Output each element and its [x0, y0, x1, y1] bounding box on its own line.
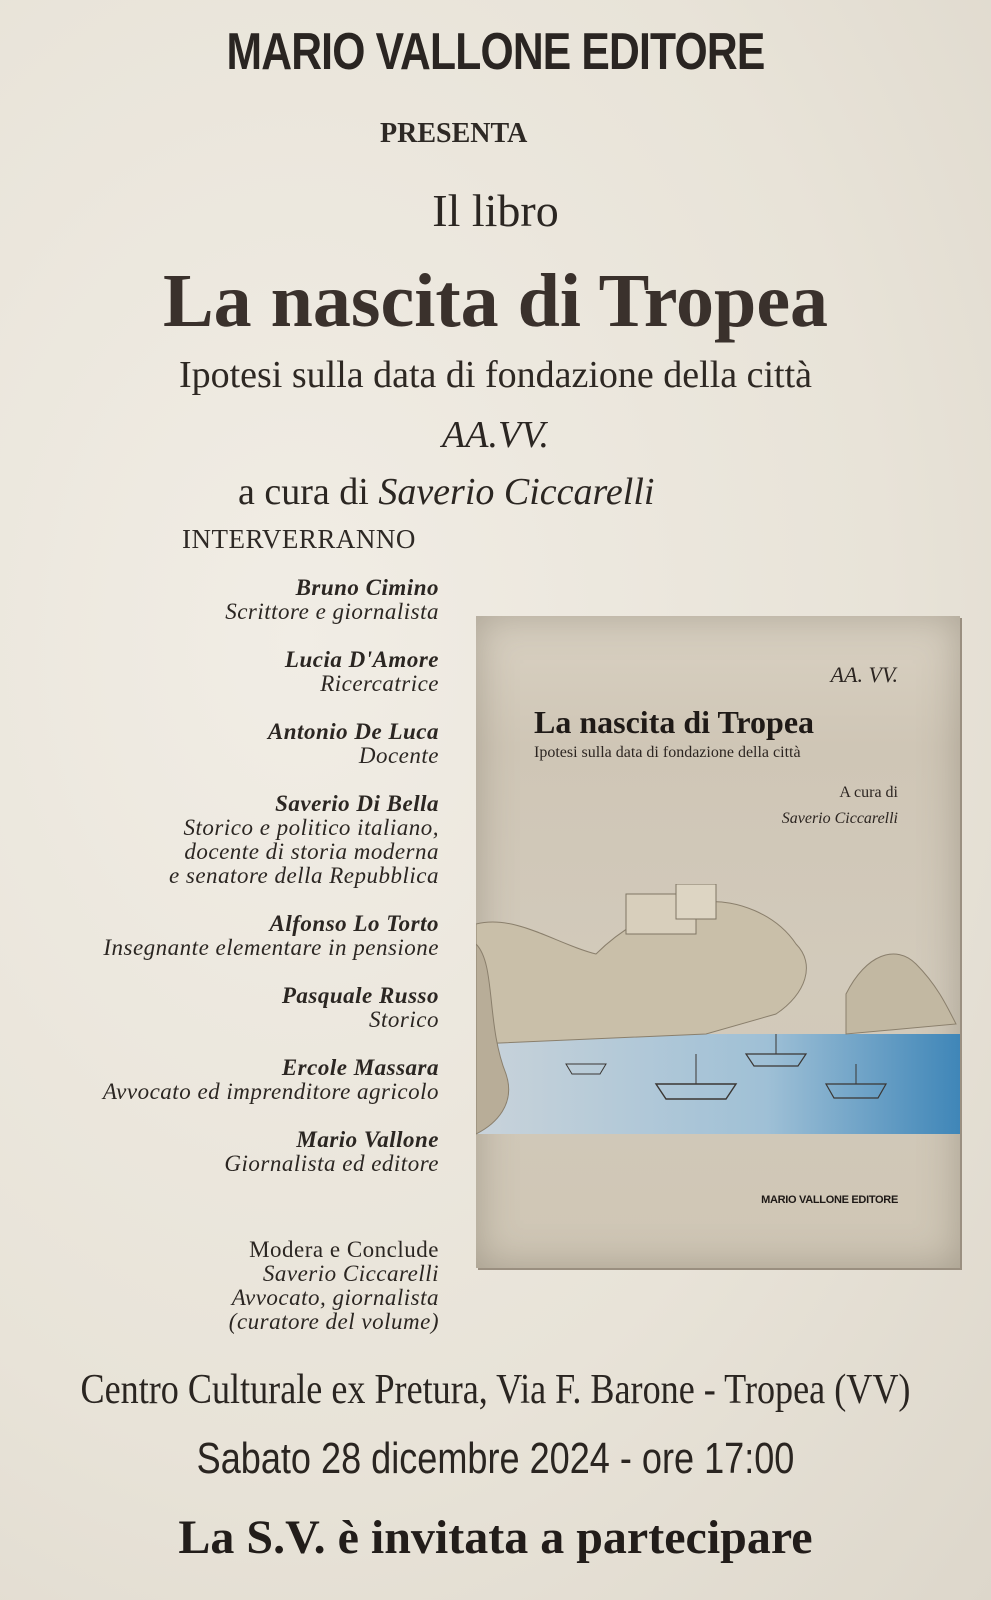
speaker-role: e senatore della Repubblica — [168, 863, 439, 888]
speaker-entry — [19, 792, 439, 888]
cover-curator — [782, 780, 898, 832]
speaker-entry — [19, 1128, 439, 1176]
speaker-role: docente di storia moderna — [184, 839, 439, 864]
cover-publisher: MARIO VALLONE EDITORE — [761, 1194, 898, 1206]
speaker-gap — [19, 696, 439, 720]
speaker-role: Avvocato ed imprenditore agricolo — [102, 1079, 439, 1104]
moderator-block — [19, 1238, 439, 1334]
speaker-role: Scrittore e giornalista — [225, 599, 439, 624]
speaker-role: Insegnante elementare in pensione — [103, 935, 439, 960]
speaker-role: Storico e politico italiano, — [183, 815, 439, 840]
speaker-gap — [19, 624, 439, 648]
speaker-name: Lucia D'Amore — [284, 647, 439, 672]
book-title: La nascita di Tropea — [162, 259, 829, 343]
speakers-list — [19, 576, 439, 1176]
speakers-heading: INTERVERRANNO — [182, 524, 416, 554]
moderator-label: Modera e Conclude — [249, 1237, 439, 1262]
book-label: Il libro — [432, 185, 559, 236]
curator-prefix: a cura di — [238, 471, 369, 513]
speaker-entry — [19, 720, 439, 768]
moderator-name: Saverio Ciccarelli — [262, 1261, 439, 1286]
speaker-name: Mario Vallone — [296, 1127, 439, 1152]
cover-illustration — [476, 884, 960, 1154]
curator-name: Saverio Ciccarelli — [378, 471, 655, 513]
invitation-line: La S.V. è invitata a partecipare — [178, 1511, 813, 1564]
speaker-gap — [19, 768, 439, 792]
event-datetime: Sabato 28 dicembre 2024 - ore 17:00 — [196, 1434, 795, 1483]
cover-title: La nascita di Tropea — [534, 704, 815, 740]
speaker-name: Antonio De Luca — [267, 719, 439, 744]
speaker-entry — [19, 984, 439, 1032]
speaker-name: Bruno Cimino — [295, 575, 439, 600]
speaker-entry — [19, 1056, 439, 1104]
speaker-role: Giornalista ed editore — [224, 1151, 439, 1176]
book-cover-image — [476, 616, 960, 1268]
book-authors: AA.VV. — [442, 414, 549, 456]
speaker-gap — [19, 1032, 439, 1056]
publisher-name: MARIO VALLONE EDITORE — [226, 23, 765, 81]
cover-curator-label: A cura di — [839, 784, 898, 801]
cover-curator-name: Saverio Ciccarelli — [781, 810, 898, 827]
speaker-name: Alfonso Lo Torto — [269, 911, 439, 936]
cover-subtitle: Ipotesi sulla data di fondazione della città — [534, 744, 801, 761]
speaker-name: Ercole Massara — [281, 1055, 439, 1080]
moderator-note: (curatore del volume) — [228, 1309, 439, 1334]
book-subtitle: Ipotesi sulla data di fondazione della città — [178, 354, 813, 396]
speaker-entry — [19, 912, 439, 960]
curator-line — [238, 470, 654, 514]
speaker-entry — [19, 648, 439, 696]
speaker-role: Storico — [369, 1007, 439, 1032]
moderator-role: Avvocato, giornalista — [231, 1285, 439, 1310]
speaker-entry — [19, 576, 439, 624]
speaker-role: Docente — [358, 743, 439, 768]
cover-authors: AA. VV. — [830, 662, 898, 687]
speaker-gap — [19, 1104, 439, 1128]
event-venue: Centro Culturale ex Pretura, Via F. Barone - Tropea (VV) — [80, 1367, 911, 1413]
speaker-name: Pasquale Russo — [281, 983, 439, 1008]
presents-label: PRESENTA — [380, 118, 528, 149]
speaker-role: Ricercatrice — [320, 671, 439, 696]
speaker-name: Saverio Di Bella — [275, 791, 439, 816]
speaker-gap — [19, 960, 439, 984]
speaker-gap — [19, 888, 439, 912]
